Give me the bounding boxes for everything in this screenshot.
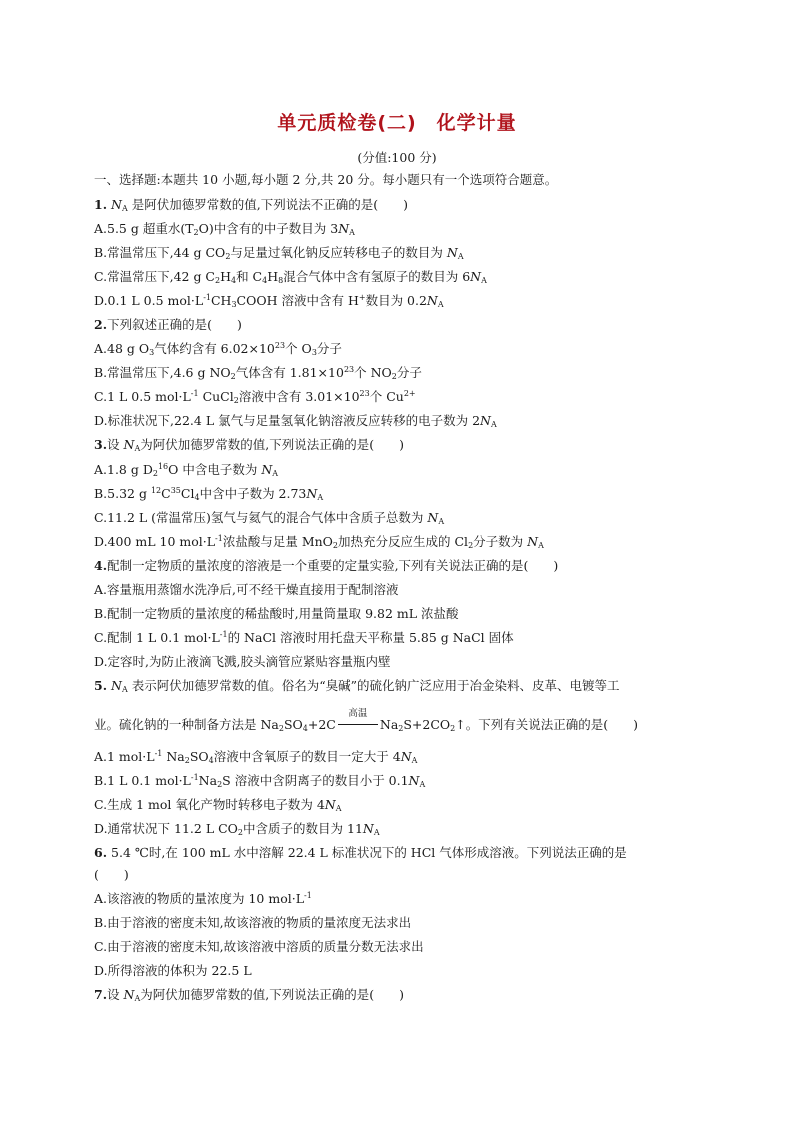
- question-2-option-c: C.1 L 0.5 $mol\cdot L^{-1}$ CuCl$_2$溶液中含有 $3.01\times 10^{23}$个 $Cu^{2+}$: [94, 389, 416, 405]
- question-2-option-a: A.48 g $O_3$气体约含有 $6.02\times 10^{23}$个 $O_3$分子: [94, 341, 342, 357]
- question-6-option-b: B.由于溶液的密度未知,故该溶液的物质的量浓度无法求出: [94, 915, 412, 930]
- question-1-option-c: C.常温常压下,42 g $C_2H_4$和 $C_4H_8$混合气体中含有氢原子的数目为 $6N_A$: [94, 269, 487, 285]
- page-title: 单元质检卷(二) 化学计量: [277, 112, 517, 134]
- question-1-stem: 1. $N_A$ 是阿伏加德罗常数的值,下列说法不正确的是( ): [94, 197, 408, 213]
- question-4-option-d: D.定容时,为防止液滴飞溅,胶头滴管应紧贴容量瓶内壁: [94, 654, 391, 669]
- question-3-option-b: B.5.32 g $^{12}C^{35}Cl_4$中含中子数为 $2.73N_A$: [94, 486, 324, 502]
- question-7-stem: 7.设 $N_A$为阿伏加德罗常数的值,下列说法正确的是( ): [94, 987, 404, 1003]
- question-4-option-b: B.配制一定物质的量浓度的稀盐酸时,用量筒量取 9.82 mL 浓盐酸: [94, 606, 459, 621]
- reaction-arrow-bar: [338, 724, 378, 725]
- question-3-option-a: A.1.8 g $D_2^{16}O$ 中含电子数为 $N_A$: [94, 462, 279, 478]
- question-5-option-c: C.生成 1 mol 氧化产物时转移电子数为 $4N_A$: [94, 797, 342, 813]
- question-3-option-d: D.400 mL 10 $mol\cdot L^{-1}$浓盐酸与足量 MnO$_2$加热充分反应生成的 $Cl_2$分子数为 $N_A$: [94, 534, 544, 550]
- question-3-stem: 3.设 $N_A$为阿伏加德罗常数的值,下列说法正确的是( ): [94, 437, 404, 453]
- question-1-option-b: B.常温常压下,44 g $CO_2$与足量过氧化钠反应转移电子的数目为 $N_A$: [94, 245, 464, 261]
- score-note: (分值:100 分): [357, 150, 437, 165]
- question-4-stem: 4.配制一定物质的量浓度的溶液是一个重要的定量实验,下列有关说法正确的是( ): [94, 558, 559, 573]
- question-2-stem: 2.下列叙述正确的是( ): [94, 317, 242, 332]
- question-6-option-a: A.该溶液的物质的量浓度为 10 $mol\cdot L^{-1}$: [94, 891, 312, 906]
- question-3-option-c: C.11.2 L (常温常压)氢气与氦气的混合气体中含质子总数为 $N_A$: [94, 510, 445, 526]
- question-4-option-a: A.容量瓶用蒸馏水洗净后,可不经干燥直接用于配制溶液: [94, 582, 399, 597]
- question-5-stem-continued: 业。硫化钠的一种制备方法是 $Na_2SO_4+2C$ 高温 $Na_2S+2CO_2↑$。下列有关说法正确的是( ): [94, 708, 638, 733]
- section-heading: 一、选择题:本题共 10 小题,每小题 2 分,共 20 分。每小题只有一个选项符合题意。: [94, 172, 558, 187]
- question-6-option-d: D.所得溶液的体积为 22.5 L: [94, 963, 252, 978]
- question-1-option-a: A.5.5 g 超重水$(T_2O)$中含有的中子数目为 $3N_A$: [94, 221, 355, 237]
- question-5-stem: 5. $N_A$ 表示阿伏加德罗常数的值。俗名为“臭碱”的硫化钠广泛应用于冶金染料、皮革、电镀等工: [94, 678, 620, 694]
- question-5-option-a: A.1 $mol\cdot L^{-1}$ $Na_2SO_4$溶液中含氧原子的数目一定大于 $4N_A$: [94, 749, 418, 765]
- question-6-answer-paren: ( ): [94, 867, 129, 882]
- question-5-option-d: D.通常状况下 11.2 L $CO_2$中含质子的数目为 $11N_A$: [94, 821, 380, 837]
- reaction-condition: 高温: [336, 717, 380, 733]
- question-4-option-c: C.配制 1 L 0.1 $mol\cdot L^{-1}$的 NaCl 溶液时用托盘天平称量 5.85 g NaCl 固体: [94, 630, 514, 645]
- question-2-option-d: D.标准状况下,22.4 L 氯气与足量氢氧化钠溶液反应转移的电子数为 $2N_A$: [94, 413, 497, 429]
- question-6-stem: 6. 5.4 ℃时,在 100 mL 水中溶解 22.4 L 标准状况下的 HCl 气体形成溶液。下列说法正确的是: [94, 845, 627, 860]
- question-6-option-c: C.由于溶液的密度未知,故该溶液中溶质的质量分数无法求出: [94, 939, 424, 954]
- question-2-option-b: B.常温常压下,4.6 g $NO_2$气体含有 $1.81\times 10^{23}$个 $NO_2$分子: [94, 365, 422, 381]
- question-1-option-d: D.0.1 L 0.5 $mol\cdot L^{-1}CH_3COOH$ 溶液中含有 H+数目为 $0.2N_A$: [94, 293, 444, 309]
- question-5-option-b: B.1 L 0.1 $mol\cdot L^{-1}Na_2S$ 溶液中含阴离子的数目小于 $0.1N_A$: [94, 773, 426, 789]
